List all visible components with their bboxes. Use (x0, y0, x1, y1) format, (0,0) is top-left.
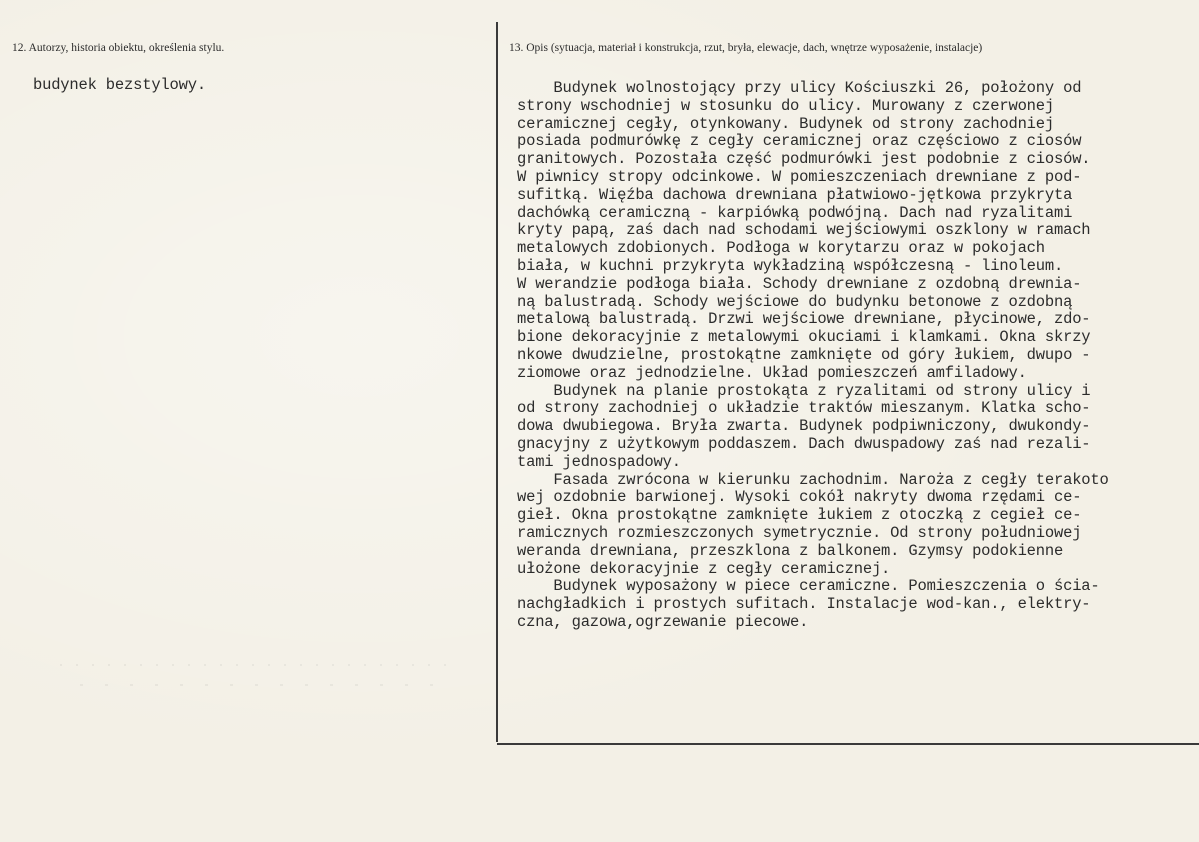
description-line: ceramicznej cegły, otynkowany. Budynek od strony zachodniej (517, 115, 1054, 133)
description-line: biała, w kuchni przykryta wykładziną współczesną - linoleum. (517, 257, 1064, 275)
description-heading: 13. Opis (sytuacja, materiał i konstrukcja, rzut, bryła, elewacje, dach, wnętrze wyposażenie, instalacje) (509, 42, 983, 54)
description-line: nkowe dwudzielne, prostokątne zamknięte od góry łukiem, dwupo - (517, 346, 1091, 364)
description-text (517, 80, 1187, 632)
description-line: wej ozdobnie barwionej. Wysoki cokół nakryty dwoma rzędami ce- (517, 489, 1082, 507)
description-line: tami jednospadowy. (517, 453, 681, 471)
paper-texture (60, 660, 460, 690)
description-line: ziomowe oraz jednodzielne. Układ pomieszczeń amfiladowy. (517, 364, 1027, 382)
description-line: Budynek wolnostojący przy ulicy Kościuszki 26, położony od (517, 80, 1082, 97)
description-line: od strony zachodniej o układzie traktów mieszanym. Klatka scho- (517, 400, 1091, 418)
description-line: gieł. Okna prostokątne zamknięte łukiem z otoczką z cegieł ce- (517, 507, 1082, 525)
description-line: ną balustradą. Schody wejściowe do budynku betonowe z ozdobną (517, 293, 1073, 311)
authors-text: budynek bezstylowy. (33, 76, 206, 94)
description-line: kryty papą, zaś dach nad schodami wejściowymi oszklony w ramach (517, 222, 1091, 240)
description-line: ułożone dekoracyjnie z cegły ceramicznej. (517, 560, 891, 578)
description-line: dowa dwubiegowa. Bryła zwarta. Budynek podpiwniczony, dwukondy- (517, 418, 1091, 436)
description-line: metalową balustradą. Drzwi wejściowe drewniane, płycinowe, zdo- (517, 311, 1091, 329)
description-line: Fasada zwrócona w kierunku zachodnim. Naroża z cegły terakoto (517, 471, 1109, 489)
description-line: W piwnicy stropy odcinkowe. W pomieszczeniach drewniane z pod- (517, 168, 1082, 186)
description-line: nachgładkich i prostych sufitach. Instalacje wod-kan., elektry- (517, 596, 1091, 614)
description-line: Budynek na planie prostokąta z ryzalitami od strony ulicy i (517, 382, 1091, 400)
description-line: czna, gazowa,ogrzewanie piecowe. (517, 613, 809, 631)
description-line: posiada podmurówkę z cegły ceramicznej oraz częściowo z ciosów (517, 133, 1082, 151)
description-line: granitowych. Pozostała część podmurówki jest podobnie z ciosów. (517, 151, 1091, 169)
description-line: bione dekoracyjnie z metalowymi okuciami i klamkami. Okna skrzy (517, 329, 1091, 347)
description-line: strony wschodniej w stosunku do ulicy. Murowany z czerwonej (517, 97, 1054, 115)
description-line: dachówką ceramiczną - karpiówką podwójną. Dach nad ryzalitami (517, 204, 1073, 222)
description-line: sufitką. Więźba dachowa drewniana płatwiowo-jętkowa przykryta (517, 186, 1073, 204)
description-line: Budynek wyposażony w piece ceramiczne. Pomieszczenia o ścia- (517, 578, 1100, 596)
authors-heading: 12. Autorzy, historia obiektu, określenia stylu. (12, 42, 225, 54)
column-divider (496, 22, 498, 742)
description-line: ramicznych rozmieszczonych symetrycznie. Od strony południowej (517, 524, 1082, 542)
description-line: gnacyjny z użytkowym poddaszem. Dach dwuspadowy zaś nad rezali- (517, 435, 1091, 453)
description-line: W werandzie podłoga biała. Schody drewniane z ozdobną drewnia- (517, 275, 1082, 293)
description-line: metalowych zdobionych. Podłoga w korytarzu oraz w pokojach (517, 240, 1045, 258)
bottom-rule (497, 743, 1199, 745)
description-line: weranda drewniana, przeszklona z balkonem. Gzymsy podokienne (517, 542, 1064, 560)
